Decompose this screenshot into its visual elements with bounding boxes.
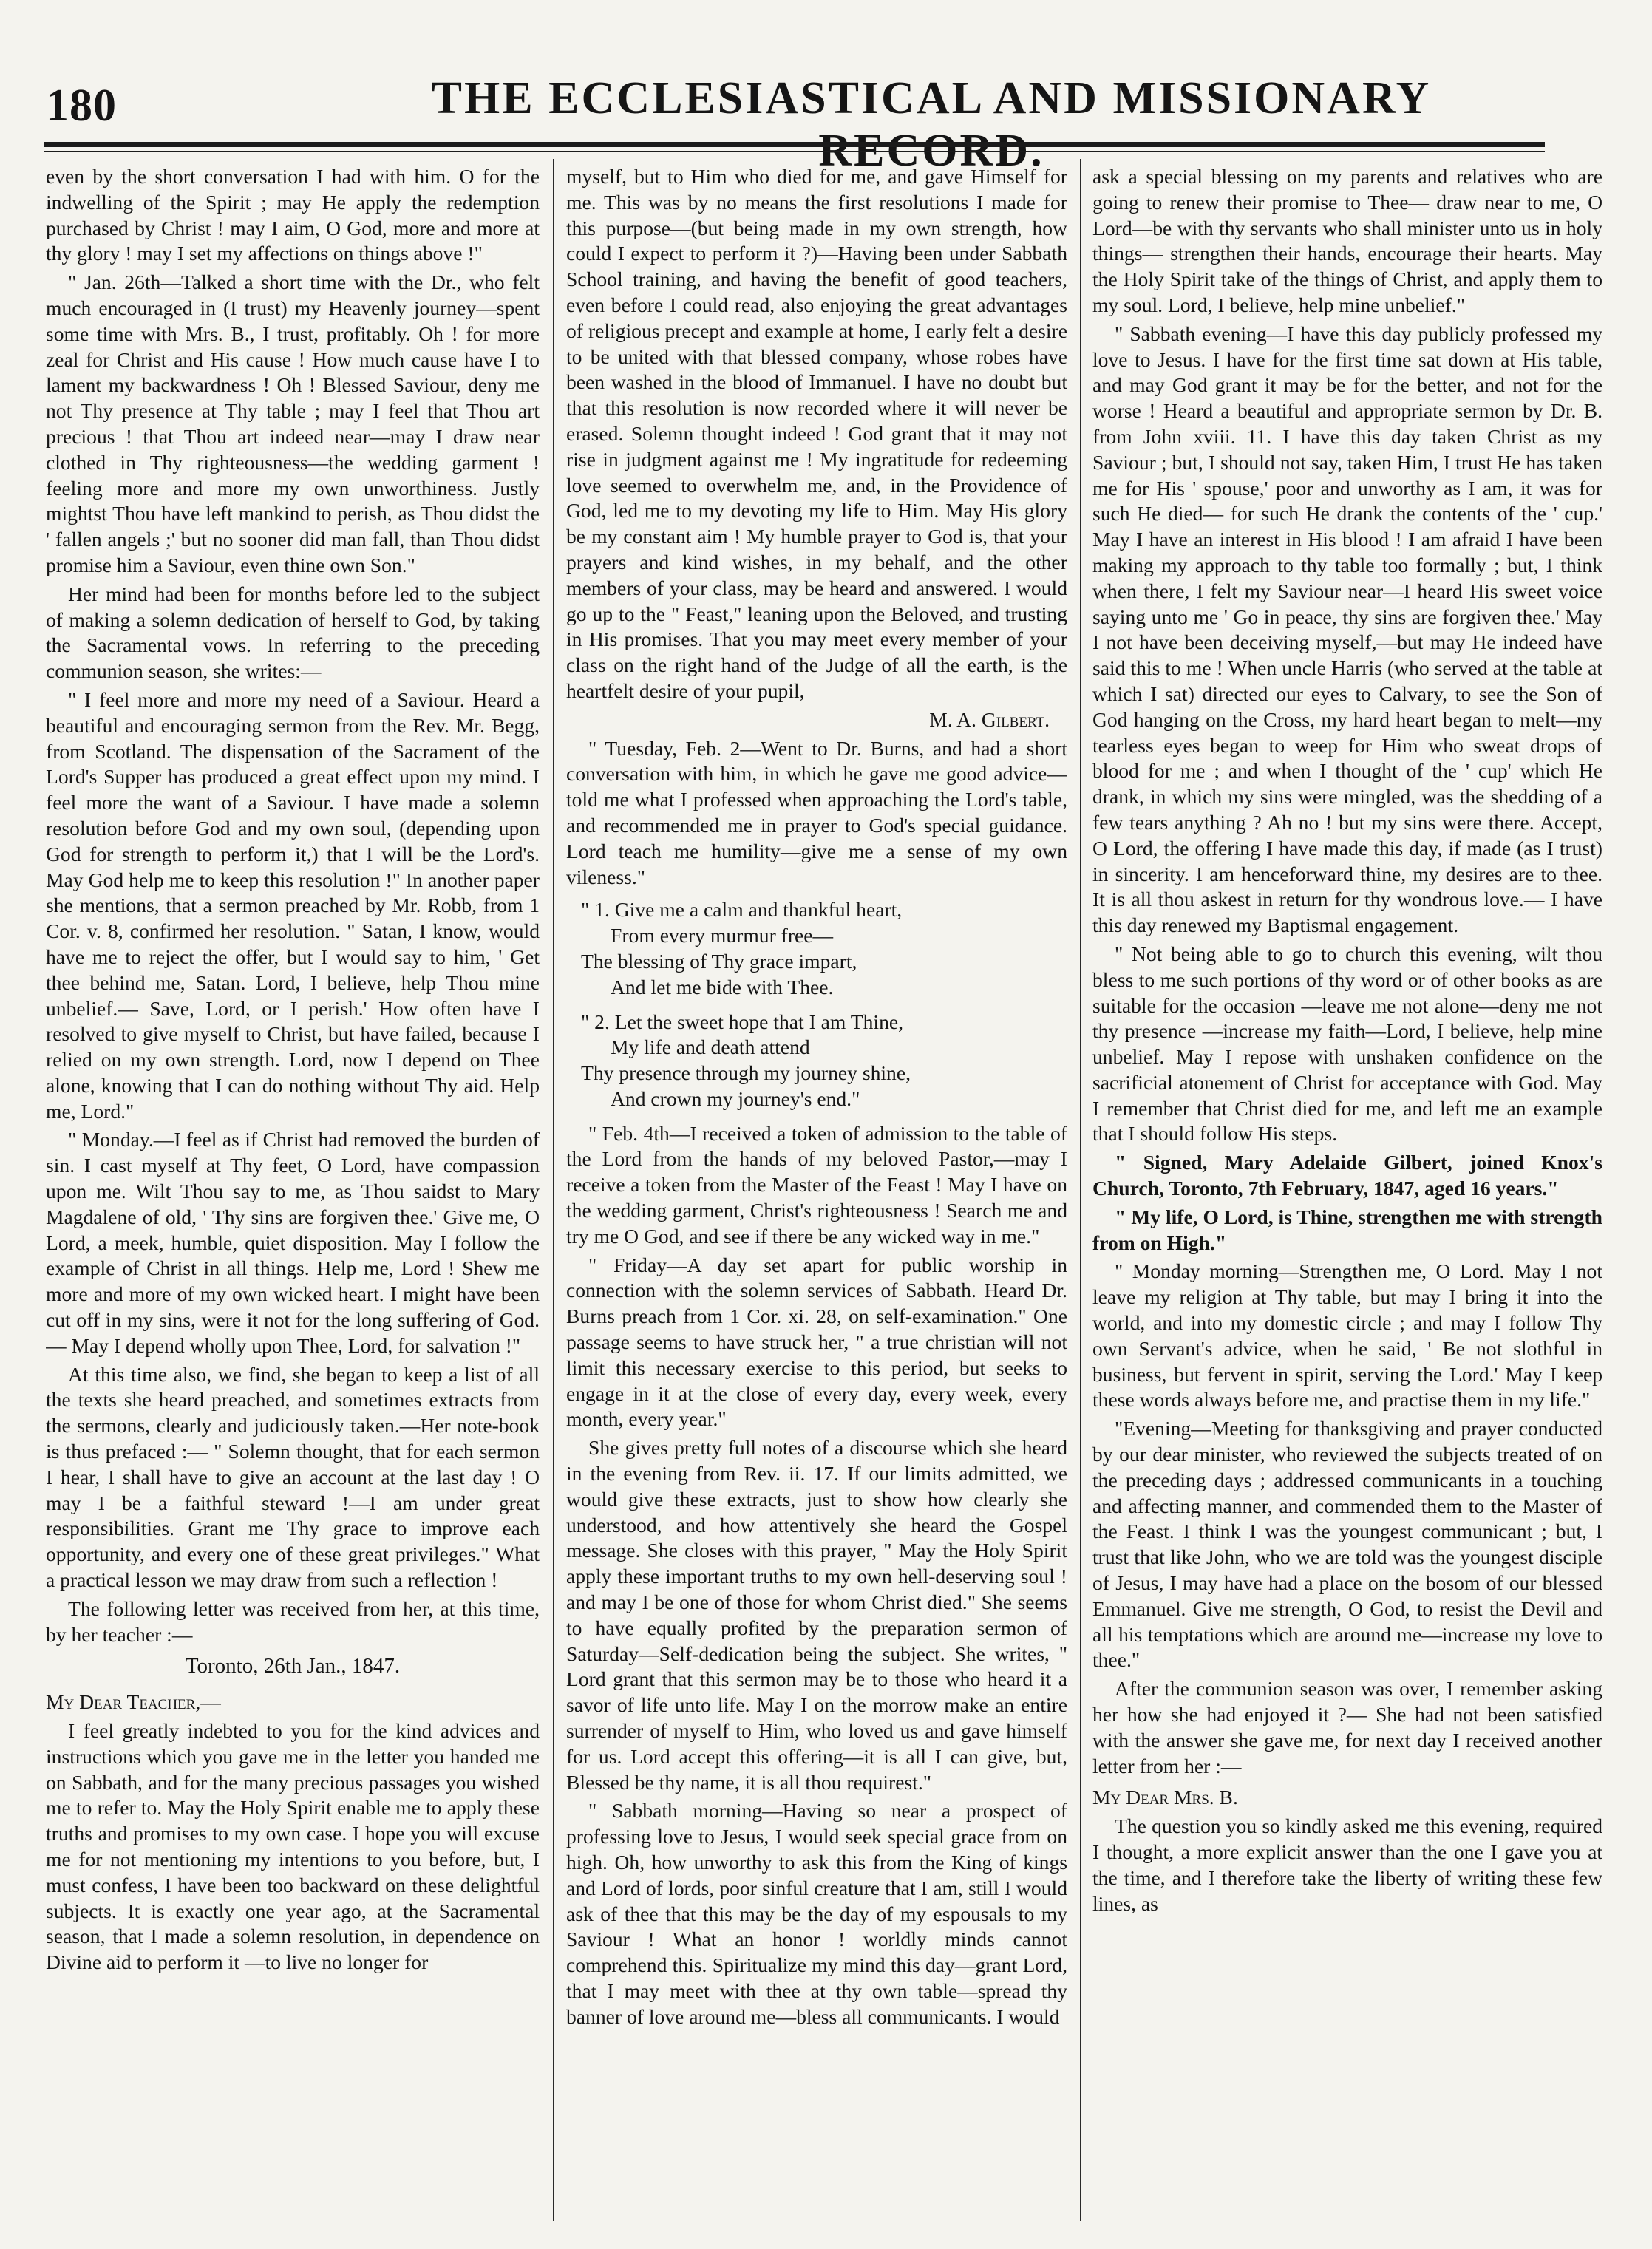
verse-line: And crown my journey's end." bbox=[611, 1086, 860, 1110]
header-rule bbox=[44, 142, 1545, 147]
paragraph: " Jan. 26th—Talked a short time with the Dr., who felt much encouraged in (I trust) my Heavenly journey—spent some time with Mrs. B., I trust, profitably. Oh ! for more zeal for Christ and His cause ! How much cause have I to lament my backwardness ! Oh ! Blessed Saviour, deny me not Thy presence at Thy table ; may I feel that Thou art precious ! that Thou art indeed near—may I draw near clothed in Thy righteousness—the wedding garment ! feeling more and more my own unworthiness. Justly mightst Thou have left mankind to perish, as Thou didst the ' fallen angels ;' but no sooner did man fall, than Thou didst promise him a Saviour, even thine own Son." bbox=[46, 271, 540, 576]
verse-line: " 1. Give me a calm and thankful heart, bbox=[581, 898, 903, 922]
paragraph: " My life, O Lord, is Thine, strengthen me with strength from on High." bbox=[1092, 1205, 1602, 1254]
letter-dateline: Toronto, 26th Jan., 1847. bbox=[185, 1654, 401, 1678]
paragraph: "Evening—Meeting for thanksgiving and prayer conducted by our dear minister, who reviewed the subjects treated of on the preceding days ; addressed communicants in a touching and affecting manner, and commended them to the Master of the Feast. I think I was the youngest communicant ; but, I trust that like John, who we are told was the youngest disciple of Jesus, I may have had a place on the bosom of our blessed Emmanuel. Give me strength, O God, to resist the Devil and all his temptations which are around me—increase my love to thee." bbox=[1092, 1417, 1602, 1672]
hymn-verses bbox=[581, 897, 1067, 1112]
column-2 bbox=[566, 164, 1067, 2219]
paragraph: " Monday morning—Strengthen me, O Lord. May I not leave my religion at Thy table, but may I bring it into the world, and into my domestic circle ; and may I follow Thy own Servant's advice, when he said, ' Be not slothful in business, but fervent in spirit, serving the Lord.' May I keep these words always before me, and practise them in my life." bbox=[1092, 1259, 1602, 1412]
paragraph: " Signed, Mary Adelaide Gilbert, joined Knox's Church, Toronto, 7th February, 1847, aged 16 years." bbox=[1092, 1151, 1602, 1200]
paragraph: She gives pretty full notes of a discourse which she heard in the evening from Rev. ii. 17. If our limits admitted, we would give these extracts, just to show how clearly she understood, and how attentively she heard the Gospel message. She closes with this prayer, " May the Holy Spirit apply these important truths to my own hell-deserving soul ! and may I be one of those for whom Christ died." She seems to have equally profited by the preparation sermon of Saturday—Self-dedication being the subject. She writes, " Lord grant that this sermon may be to those who heard it a savor of life unto life. May I on the morrow make an entire surrender of myself to Him, who loved us and gave himself for us. Lord accept this offering—it is all I can give, but, Blessed be thy name, it is all thou requirest." bbox=[566, 1436, 1067, 1794]
header-rule-thin bbox=[44, 151, 1545, 152]
letter-signature: M. A. Gilbert. bbox=[929, 707, 1050, 731]
letter-salutation: My Dear Teacher,— bbox=[46, 1690, 221, 1714]
paragraph: I feel greatly indebted to you for the kind advices and instructions which you gave me in the letter you handed me on Sabbath, and for the many precious passages you wished me to refer to. May the Holy Spirit enable me to apply these truths and promises to my own case. I hope you will excuse me for not mentioning my intentions to you before, but, I must confess, I have been too backward on these delightful subjects. It is exactly one year ago, at the Sacramental season, that I made a solemn resolution, in dependence on Divine aid to perform it —to live no longer for bbox=[46, 1719, 540, 1974]
paragraph: " Monday.—I feel as if Christ had removed the burden of sin. I cast myself at Thy feet, O Lord, have compassion upon me. Wilt Thou say to me, as Thou saidst to Mary Magdalene of old, ' Thy sins are forgiven thee.' Give me, O Lord, a meek, humble, quiet disposition. May I follow the example of Christ in all things. Help me, Lord ! Shew me more and more of my own wicked heart. I might have been cut off in my sins, were it not for the long suffering of God.— May I depend wholly upon Thee, Lord, for salvation !" bbox=[46, 1128, 540, 1357]
paragraph: myself, but to Him who died for me, and gave Himself for me. This was by no means the first resolutions I made for this purpose—(but being made in my own strength, how could I expect to perform it ?)—Having been under Sabbath School training, and having the benefit of good teachers, even before I could read, also enjoying the great advantages of religious precept and example at home, I early felt a desire to be united with that blessed company, whose robes have been washed in the blood of Immanuel. I have no doubt but that this resolution is now recorded where it will never be erased. Solemn thought indeed ! God grant that it may not rise in judgment against me ! My ingratitude for redeeming love seemed to overwhelm me, and, in the Providence of God, led me to my devoting my life to Him. May His glory be my constant aim ! My humble prayer to God is, that your prayers and kind wishes, in my behalf, and the other members of your class, may be heard and answered. I would go up to the " Feast," leaning upon the Beloved, and trusting in His promises. That you may meet every member of your class on the right hand of the Judge of all the earth, is the heartfelt desire of your pupil, bbox=[566, 165, 1067, 702]
verse-line: From every murmur free— bbox=[611, 924, 834, 947]
paragraph: " Friday—A day set apart for public worship in connection with the solemn services of Sabbath. Heard Dr. Burns preach from 1 Cor. xi. 28, on self-examination." One passage seems to have struck her, " a true christian will not limit this necessary exercise to this period, but seeks to engage in it at the close of every day, every week, every month, every year." bbox=[566, 1253, 1067, 1431]
verse-line: My life and death attend bbox=[611, 1035, 810, 1059]
paragraph: " Tuesday, Feb. 2—Went to Dr. Burns, and had a short conversation with him, in which he gave me good advice—told me what I professed when approaching the Lord's table, and recommended me in prayer to God's special guidance. Lord teach me humility—give me a sense of my own vileness." bbox=[566, 736, 1067, 888]
paragraph: " Sabbath morning—Having so near a prospect of professing love to Jesus, I would seek special grace from on high. Oh, how unworthy to ask this from the King of kings and Lord of lords, poor sinful creature that I am, still I would ask of thee that this may be the day of my espousals to my Saviour ! What an honor ! worldly minds cannot comprehend this. Spiritualize my mind this day—grant Lord, that I may meet with thee at thy own table—spread thy banner of love around me—bless all communicants. I would bbox=[566, 1799, 1067, 2028]
paragraph: ask a special blessing on my parents and relatives who are going to renew their promise to Thee— draw near to me, O Lord—be with thy servants who shall minister unto us in holy things— strengthen their hands, encourage their hearts. May the Holy Spirit take of the things of Christ, and apply them to my soul. Lord, I believe, help mine unbelief." bbox=[1092, 165, 1602, 316]
verse-line: Thy presence through my journey shine, bbox=[581, 1061, 911, 1085]
paragraph: " Sabbath evening—I have this day publicly professed my love to Jesus. I have for the first time sat down at His table, and may God grant it may be for the better, and not for the worse ! Heard a beautiful and appropriate sermon by Dr. B. from John xviii. 11. I have this day taken Christ as my Saviour ; but, I should not say, taken Him, I trust He has taken me for His ' spouse,' poor and unworthy as I am, it was for such He died— for such He drank the contents of the ' cup.' May I have an interest in His blood ! I am afraid I have been making my approach to thy table too formally ; but, I think when there, I felt my Saviour near—I heard His sweet voice saying unto me ' Go in peace, thy sins are forgiven thee.' May I not have been deceiving myself,—but may He indeed have said this to me ! When uncle Harris (who served at the table at which I sat) directed our eyes to Calvary, to see the Son of God hanging on the Cross, my hard heart began to melt—my tearless eyes began to weep for Him who sweat drops of blood for me ; and when I thought of the ' cup' which He drank, in which my sins were mingled, was the shedding of a few tears anything ? Ah no ! but my sins were there. Accept, O Lord, the offering I have made this day, if made (as I trust) in sincerity. I am henceforward thine, my desires are to thee. It is all thou askest in return for thy wondrous love.— I have this day renewed my Baptismal engagement. bbox=[1092, 321, 1602, 937]
page-number: 180 bbox=[46, 81, 117, 131]
running-title: THE ECCLESIASTICAL AND MISSIONARY bbox=[431, 73, 1432, 123]
paragraph: " Feb. 4th—I received a token of admission to the table of the Lord from the hands of my beloved Pastor,—may I receive a token from the Master of the Feast ! May I have on the wedding garment, Christ's righteousness ! Search me and try me O God, and see if there be any wicked way in me." bbox=[566, 1121, 1067, 1248]
column-divider bbox=[553, 159, 554, 2221]
verse-line: " 2. Let the sweet hope that I am Thine, bbox=[581, 1010, 904, 1033]
paragraph: The question you so kindly asked me this evening, required I thought, a more explicit answer than the one I gave you at the time, and I therefore take the liberty of writing these few lines, as bbox=[1092, 1814, 1602, 1915]
paragraph: At this time also, we find, she began to keep a list of all the texts she heard preached, and sometimes extracts from the sermons, clearly and judiciously taken.—Her note-book is thus prefaced :— " Solemn thought, that for each sermon I hear, I shall have to give an account at the last day ! O may I be a faithful steward !—I am under great responsibilities. Grant me Thy grace to improve each opportunity, and every one of these great privileges." What a practical lesson we may draw from such a reflection ! bbox=[46, 1362, 540, 1592]
letter-salutation: My Dear Mrs. B. bbox=[1092, 1786, 1238, 1809]
paragraph: After the communion season was over, I remember asking her how she had enjoyed it ?— She had not been satisfied with the answer she gave me, for next day I received another letter from her :— bbox=[1092, 1677, 1602, 1777]
column-3 bbox=[1092, 164, 1602, 2219]
verse-line: And let me bide with Thee. bbox=[611, 975, 834, 998]
paragraph: Her mind had been for months before led to the subject of making a solemn dedication of herself to God, by taking the Sacramental vows. In referring to the preceding communion season, she writes:— bbox=[46, 582, 540, 683]
verse-line: The blessing of Thy grace impart, bbox=[581, 949, 857, 973]
paragraph: even by the short conversation I had with him. O for the indwelling of the Spirit ; may He apply the redemption purchased by Christ ! may I aim, O God, more and more at thy glory ! may I set my affections on things above !" bbox=[46, 165, 540, 265]
paragraph: The following letter was received from her, at this time, by her teacher :— bbox=[46, 1596, 540, 1646]
paragraph: " Not being able to go to church this evening, wilt thou bless to me such portions of thy word or of other books as are suitable for the occasion —leave me not alone—deny me not thy presence —increase my faith—Lord, I believe, help mine unbelief. May I repose with unshaken confidence on the sacrificial atonement of Christ for acceptance with God. May I remember that Christ died for me, and left me an example that I should follow His steps. bbox=[1092, 942, 1602, 1146]
column-divider bbox=[1080, 159, 1081, 2221]
column-1 bbox=[46, 164, 540, 2219]
paragraph: " I feel more and more my need of a Saviour. Heard a beautiful and encouraging sermon from the Rev. Mr. Begg, from Scotland. The dispensation of the Sacrament of the Lord's Supper has produced a great effect upon my mind. I feel more the want of a Saviour. I have made a solemn resolution before God and my own soul, (depending upon God for strength to perform it,) that I will be the Lord's. May God help me to keep this resolution !" In another paper she mentions, that a sermon preached by Mr. Robb, from 1 Cor. v. 8, confirmed her resolution. " Satan, I know, would have me to reject the offer, but I would say to him, ' Get thee behind me, Satan. Lord, I believe, help Thou mine unbelief.— Save, Lord, or I perish.' How often have I resolved to give myself to Christ, but have failed, because I relied on my own strength. Lord, now I depend on Thee alone, knowing that I can do nothing without Thy aid. Help me, Lord." bbox=[46, 687, 540, 1123]
